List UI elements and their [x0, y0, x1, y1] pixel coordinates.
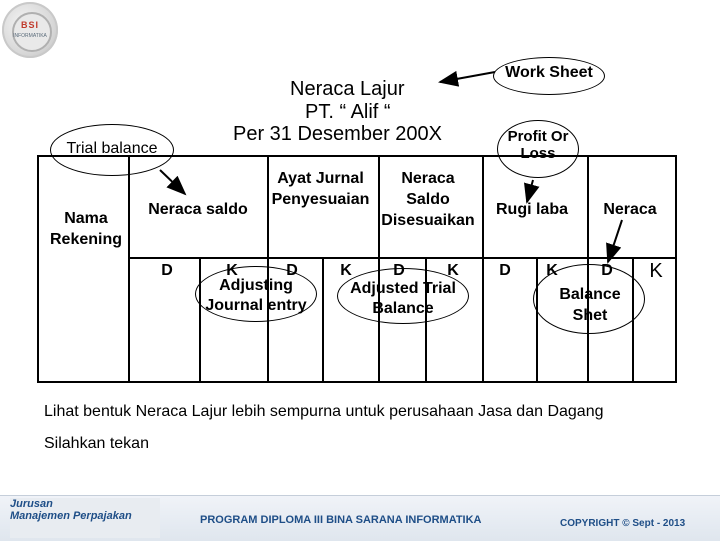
- col-header-nama-rekening: Nama Rekening: [49, 210, 122, 248]
- col-header-neraca-saldo: Neraca saldo: [148, 201, 248, 218]
- note-line-2[interactable]: Silahkan tekan: [44, 435, 149, 452]
- adjusting-journal-label: Adjusting Journal entry: [205, 277, 307, 314]
- col-header-neraca: Neraca: [603, 201, 657, 218]
- dk-disesuaikan-d: D: [393, 262, 405, 279]
- col-divider-4: [322, 257, 324, 383]
- dk-neraca-saldo-d: D: [161, 262, 173, 279]
- footer-left-block: [10, 498, 160, 538]
- col-divider-7: [482, 157, 484, 383]
- logo-subtext: INFORMATIKA: [13, 33, 47, 39]
- profit-or-loss-label: Profit Or Loss: [507, 128, 569, 162]
- balance-sheet-label: Balance Shet: [559, 286, 621, 324]
- dk-ayat-jurnal-d: D: [286, 262, 298, 279]
- work-sheet-label: Work Sheet: [505, 64, 593, 81]
- footer-manajemen: Manajemen Perpajakan: [10, 510, 132, 522]
- adjusted-trial-balance-label: Adjusted Trial Balance: [350, 280, 456, 317]
- title-line-3: Per 31 Desember 200X: [233, 123, 443, 145]
- footer-jurusan: Jurusan: [10, 498, 53, 510]
- col-divider-8: [536, 257, 538, 383]
- dk-neraca-d: D: [601, 262, 613, 279]
- dk-rugi-laba-d: D: [499, 262, 511, 279]
- trial-balance-label: Trial balance: [66, 140, 158, 157]
- dk-ayat-jurnal-k: K: [340, 262, 352, 279]
- title-line-1: Neraca Lajur: [290, 78, 405, 100]
- dk-neraca-k: K: [649, 260, 663, 282]
- col-divider-1: [128, 157, 130, 383]
- logo-text: BSI: [20, 20, 39, 30]
- footer-program: PROGRAM DIPLOMA III BINA SARANA INFORMATIKA: [200, 514, 482, 526]
- title-line-2: PT. “ Alif “: [305, 101, 391, 123]
- col-header-rugi-laba: Rugi laba: [495, 201, 568, 218]
- col-header-ayat-jurnal: Ayat Jurnal Penyesuaian: [271, 170, 370, 208]
- header-divider: [128, 257, 677, 259]
- work-sheet-arrow: [440, 72, 495, 82]
- dk-rugi-laba-k: K: [546, 262, 558, 279]
- footer-copyright: COPYRIGHT © Sept - 2013: [560, 518, 686, 529]
- dk-neraca-saldo-k: K: [226, 262, 238, 279]
- col-header-neraca-saldo-disesuaikan: Neraca Saldo Disesuaikan: [381, 170, 475, 229]
- note-line-1: Lihat bentuk Neraca Lajur lebih sempurna untuk perusahaan Jasa dan Dagang: [44, 403, 604, 420]
- dk-disesuaikan-k: K: [447, 262, 459, 279]
